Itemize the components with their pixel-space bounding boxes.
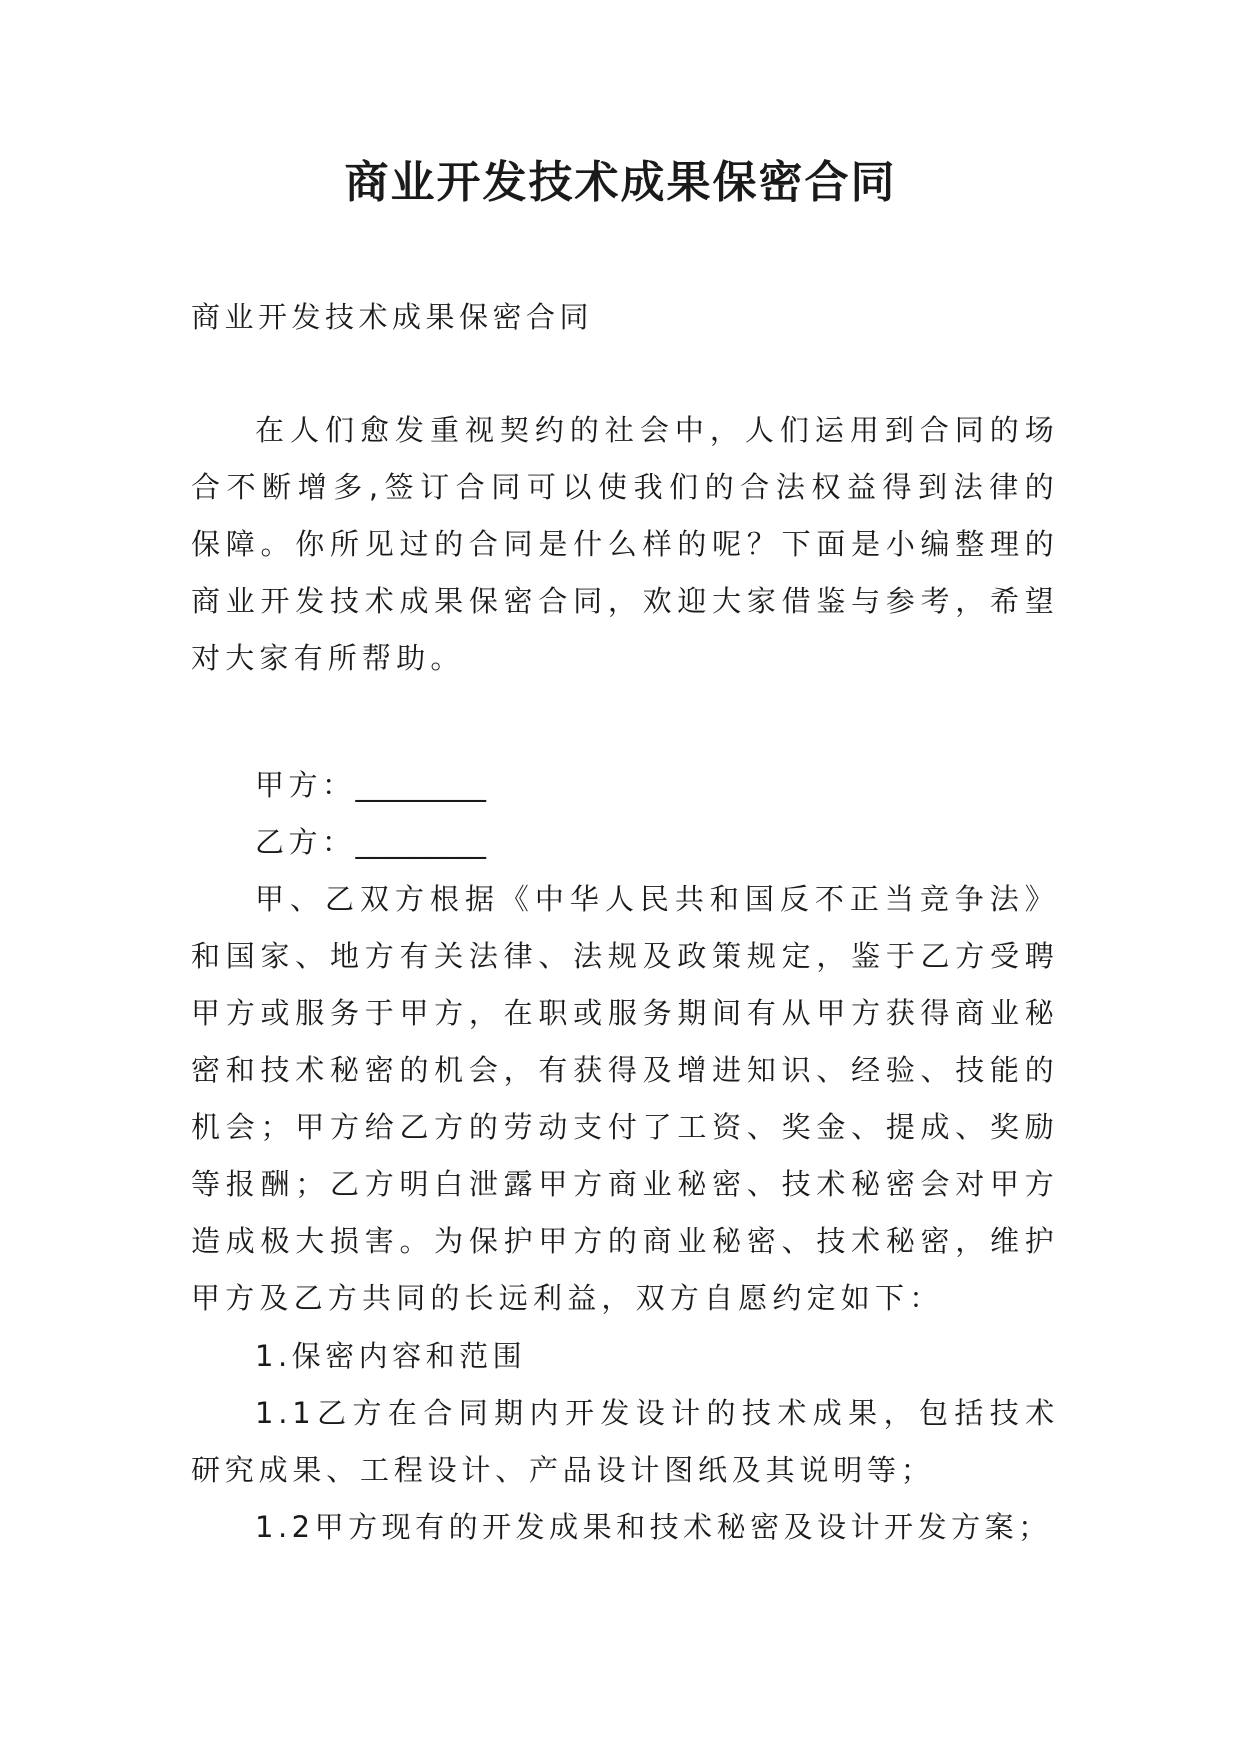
section-1-1-paragraph: 1.1乙方在合同期内开发设计的技术成果，包括技术研究成果、工程设计、产品设计图纸及其说明等； [191,1396,1059,1487]
party-b-blank: _________ [355,825,487,859]
party-a-label: 甲方： [255,768,356,802]
section-1-heading: 1.保密内容和范围 [255,1339,527,1373]
intro-paragraph: 在人们愈发重视契约的社会中，人们运用到合同的场合不断增多,签订合同可以使我们的合法权益得到法律的保障。你所见过的合同是什么样的呢？下面是小编整理的商业开发技术成果保密合同，欢迎大家借鉴与参考，希望对大家有所帮助。 [191,413,1059,675]
party-a-line [191,757,1123,814]
party-a-blank: _________ [355,768,487,802]
party-b-label: 乙方： [255,825,356,859]
party-b-line [191,814,1123,871]
document-title: 商业开发技术成果保密合同 [344,157,897,208]
section-1-2-paragraph: 1.2甲方现有的开发成果和技术秘密及设计开发方案； [255,1510,1052,1544]
preamble-paragraph: 甲、乙双方根据《中华人民共和国反不正当竞争法》和国家、地方有关法律、法规及政策规定，鉴于乙方受聘甲方或服务于甲方，在职或服务期间有从甲方获得商业秘密和技术秘密的机会，有获得及增进知识、经验、技能的机会；甲方给乙方的劳动支付了工资、奖金、提成、奖励等报酬；乙方明白泄露甲方商业秘密、技术秘密会对甲方造成极大损害。为保护甲方的商业秘密、技术秘密，维护甲方及乙方共同的长远利益，双方自愿约定如下： [191,882,1059,1315]
document-subtitle: 商业开发技术成果保密合同 [191,300,594,334]
